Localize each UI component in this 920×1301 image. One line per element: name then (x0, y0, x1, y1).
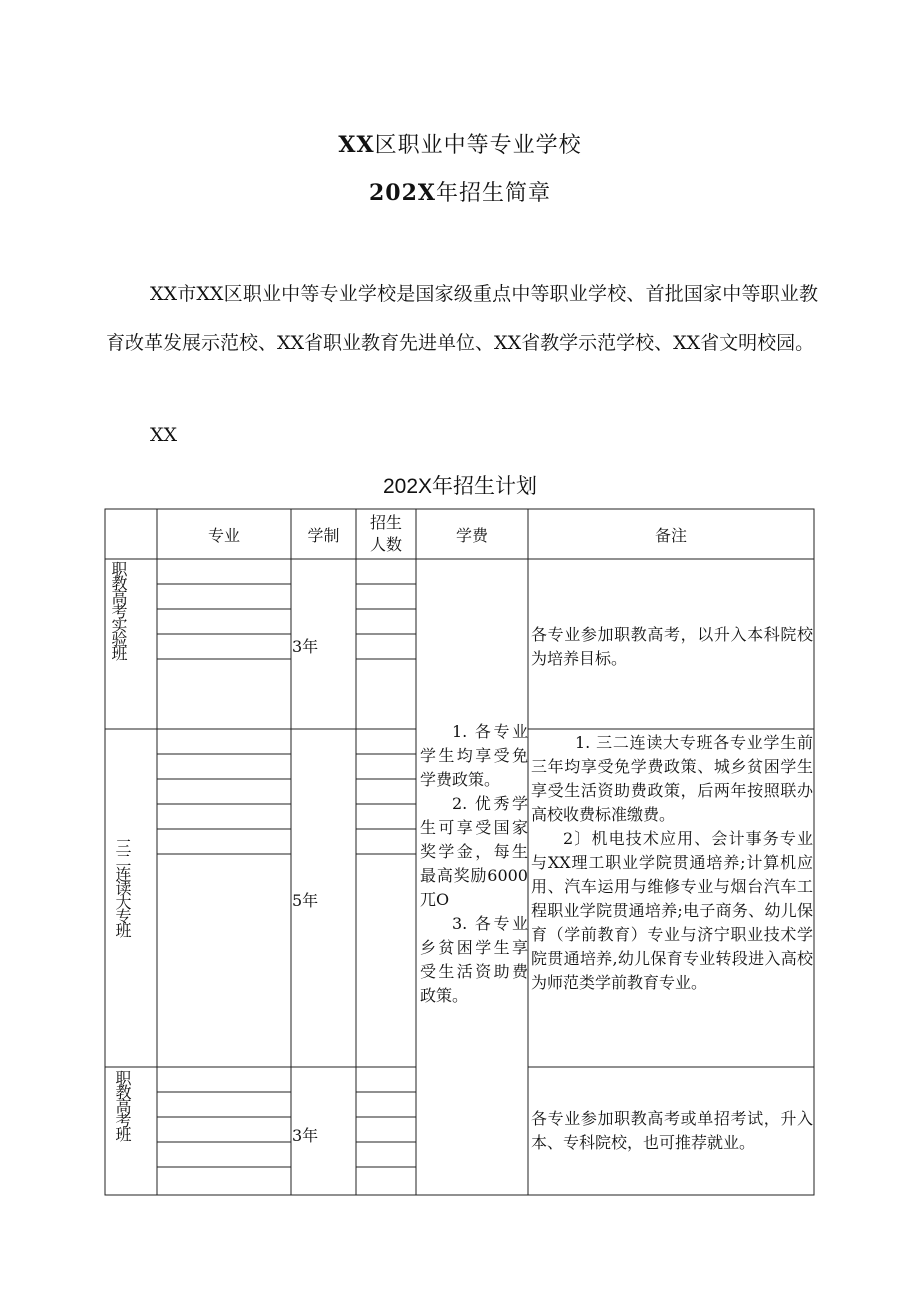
tuition-notes (420, 720, 528, 1008)
col-header-tuition: 学费 (455, 525, 488, 545)
col-header-duration: 学制 (307, 525, 340, 545)
remark-college-3-2-p2: 2〕机电技术应用、会计事务专业与XX理工职业学院贯通培养;计算机应用、汽车运用与维修专业与烟台汽车工程职业学院贯通培养;电子商务、幼儿保育（学前教育）专业与济宁职业技术学院贯通培养,幼儿保育专业转段进入高校为师范类学前教育专业。 (531, 829, 813, 992)
group-label-college-3-2: 三二连读大专班 (113, 838, 132, 936)
remark-exam: 各专业参加职教高考或单招考试，升入本、专科院校，也可推荐就业。 (531, 1109, 813, 1152)
duration-exam: 3年 (292, 1126, 319, 1145)
remark-college-3-2-p1: 1. 三二连读大专班各专业学生前三年均享受免学费政策、城乡贫困学生享受生活资助费政策，后两年按照联办高校收费标准缴费。 (531, 733, 813, 824)
col-header-major: 专业 (207, 525, 240, 545)
remark-exam-pilot: 各专业参加职教高考，以升入本科院校为培养目标。 (531, 625, 813, 668)
intro-standalone: XX (150, 424, 178, 446)
school-title-prefix: XX (338, 132, 375, 158)
school-title-suffix: 区职业中等专业学校 (374, 133, 582, 158)
tuition-note-2: 2. 优秀学生可享受国家奖学金，每生最高奖励6000兀O (420, 794, 528, 909)
brochure-title-suffix: 年招生简章 (435, 181, 551, 206)
col-header-enrollment-line2: 人数 (369, 535, 402, 554)
col-header-remarks: 备注 (654, 525, 687, 545)
col-header-enrollment (356, 509, 416, 559)
tuition-note-1: 1. 各专业学生均享受免学费政策。 (420, 722, 528, 789)
remark-college-3-2 (531, 731, 813, 995)
group-label-exam: 职教高考班 (113, 1070, 132, 1140)
intro-paragraph: XX市XX区职业中等专业学校是国家级重点中等职业学校、首批国家中等职业教育改革发展示范校、XX省职业教育先进单位、XX省教学示范学校、XX省文明校园。 (106, 283, 818, 354)
col-header-enrollment-line1: 招生 (369, 513, 402, 532)
brochure-title-year: 202X (368, 180, 436, 206)
duration-exam-pilot: 3年 (292, 637, 319, 656)
plan-caption: 202X年招生计划 (382, 475, 538, 498)
tuition-note-3: 3. 各专业乡贫困学生享受生活资助费政策。 (420, 914, 528, 1005)
group-label-exam-pilot: 职教高考实验班 (109, 561, 128, 659)
duration-college-3-2: 5年 (292, 891, 319, 910)
